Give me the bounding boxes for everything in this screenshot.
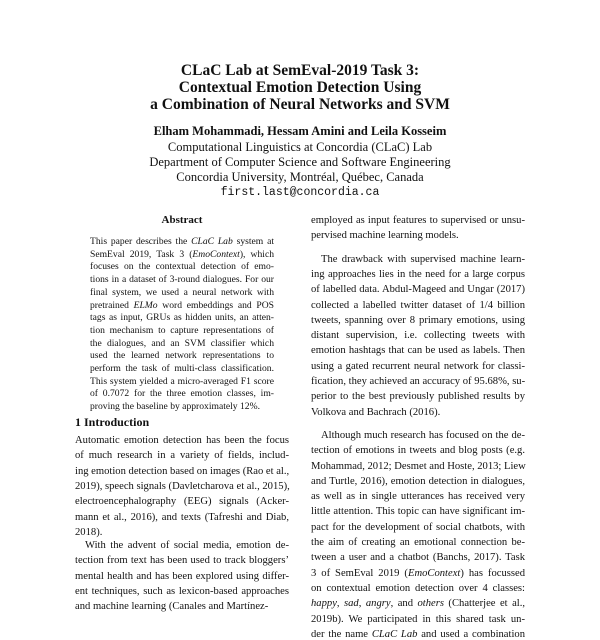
text-run: of much research in a variety of fields, includ- [75, 450, 289, 462]
text-run: tection of emotions in tweets and blog posts (e.g. [311, 445, 525, 457]
italic-text: others [417, 598, 444, 610]
left-body-line [75, 481, 289, 492]
text-run: Although much research has focused on the de- [321, 429, 525, 441]
text-run: pretrained [90, 299, 134, 311]
right-body-line [311, 552, 525, 563]
affiliation-line-2: Department of Computer Science and Software Engineering [149, 155, 451, 169]
text-run: This system yielded a micro-averaged F1 score [90, 375, 274, 387]
text-run: pervised machine learning models. [311, 230, 459, 242]
text-run: tween a user and a chatbot (Banchs, 2017). Task [311, 552, 525, 564]
italic-text: EmoContext [192, 248, 240, 260]
text-run: 3 of SemEval 2019 ( [311, 567, 408, 579]
text-run: der the name [311, 628, 372, 640]
right-body-line [311, 522, 525, 533]
text-run: system at [232, 236, 274, 247]
abstract-line [90, 338, 274, 349]
left-body-line [75, 540, 289, 551]
text-run: the dialogues, and an SVM classifier which [90, 337, 274, 349]
left-body-line [75, 466, 289, 477]
left-body-line [75, 435, 289, 446]
italic-text: CLaC Lab [191, 236, 233, 247]
text-run: electroencephalography (EEG) signals (Acker- [75, 496, 289, 508]
right-body-line [311, 284, 525, 295]
text-run: using a gated recurrent neural network for classi- [311, 360, 525, 372]
left-body-line [75, 571, 289, 582]
left-body-line [75, 496, 289, 507]
text-run: word embeddings and POS [157, 299, 274, 311]
abstract-line [90, 325, 274, 336]
right-body-line [311, 568, 525, 579]
text-run: ing emotion detection based on images (Rao et al., [75, 465, 290, 477]
right-body-line [311, 230, 525, 241]
right-body-line [311, 445, 525, 456]
text-run: distant supervision, i.e. collecting tweets with [311, 330, 525, 342]
affiliation-line-3: Concordia University, Montréal, Québec, Canada [176, 170, 424, 184]
right-body-line [311, 215, 525, 226]
text-run: perior to the best previously published results by [311, 391, 525, 403]
text-run: ), which [239, 248, 274, 260]
text-run: proving the baseline by approximately 12%. [90, 401, 260, 413]
text-run: tweets, spanning over 8 primary emotions, using [311, 314, 525, 326]
text-run: tags as input, GRUs as hidden units, an atten- [90, 312, 274, 324]
right-body-line [311, 269, 525, 280]
text-run: of labelled data. Abdul-Mageed and Ungar (2017) [311, 284, 525, 296]
text-run: collected a labelled twitter dataset of 1/4 billion [311, 299, 525, 311]
abstract-line [90, 363, 274, 374]
text-run: , [358, 598, 366, 610]
text-run: 2019b). We participated in this shared task un- [311, 613, 525, 625]
right-body-line [311, 491, 525, 502]
right-body-line [311, 254, 525, 265]
abstract-line [90, 261, 274, 272]
text-run: the aim of creating an emotional connection be- [311, 537, 525, 548]
text-run: mann et al., 2016), and texts (Tafreshi and Diab, [75, 511, 289, 523]
left-body-line [75, 512, 289, 523]
text-run: tection from text has been used to track bloggers’ [75, 555, 289, 567]
abstract-line [90, 287, 274, 298]
right-body-line [311, 583, 525, 594]
right-body-line [311, 330, 525, 341]
text-run: ent techniques, such as lexicon-based approaches [75, 585, 289, 597]
right-body-line [311, 430, 525, 441]
abstract-line [90, 388, 274, 399]
right-body-line [311, 376, 525, 387]
text-run: With the advent of social media, emotion de- [85, 540, 289, 551]
left-body-line [75, 450, 289, 461]
text-run: 2018). [75, 526, 103, 538]
text-run: of 0.7072 for the three emotion classes, im- [90, 388, 274, 400]
paper-title-line-3: a Combination of Neural Networks and SVM [150, 96, 450, 113]
abstract-line [90, 274, 274, 285]
text-run: mental health and has been explored using differ- [75, 570, 289, 582]
abstract-line [90, 236, 274, 247]
text-run: and machine learning (Canales and Martínez- [75, 601, 269, 613]
text-run: employed as input features to supervised or unsu- [311, 215, 525, 226]
right-body-line [311, 506, 525, 517]
right-body-line [311, 391, 525, 402]
text-run: , and [390, 598, 418, 610]
right-body-line [311, 361, 525, 372]
italic-text: sad [344, 598, 359, 610]
text-run: tions in a dataset of 3-round dialogues. For our [90, 274, 274, 286]
text-run: tion mechanism to capture representations of [90, 324, 274, 336]
italic-text: EmoContext [407, 567, 461, 579]
abstract-heading: Abstract [161, 214, 203, 226]
right-body-line [311, 315, 525, 326]
italic-text: angry [365, 598, 391, 610]
text-run: The drawback with supervised machine learn- [321, 253, 525, 265]
right-body-line [311, 614, 525, 625]
abstract-line [90, 312, 274, 323]
abstract-line [90, 249, 274, 260]
text-run: as well as in single utterances has received very [311, 491, 525, 503]
text-run: ing approaches lies in the need for a large corpus [311, 268, 525, 280]
right-body-line [311, 537, 525, 548]
text-run: and used a combination [417, 628, 525, 640]
right-body-line [311, 461, 525, 472]
text-run: focuses on the contextual detection of emo- [90, 261, 274, 273]
paper-title-line-1: CLaC Lab at SemEval-2019 Task 3: [180, 62, 420, 79]
right-body-line [311, 407, 525, 418]
right-body-line [311, 629, 525, 640]
text-run: perform the task of multi-class classification. [90, 363, 274, 374]
text-run: 2019), speech signals (Davletcharova et al., 2015), [75, 480, 290, 492]
italic-text: CLaC Lab [371, 628, 418, 640]
left-body-line [75, 527, 289, 538]
abstract-line [90, 401, 274, 412]
abstract-line [90, 376, 274, 387]
text-run: Mohammad, 2012; Desmet and Hoste, 2013; Liew [311, 460, 526, 472]
text-run: ) has focussed [460, 567, 525, 579]
text-run: SemEval 2019, Task 3 ( [90, 248, 193, 260]
text-run: emotion hashtags that can be used as labels. Then [311, 345, 525, 357]
paper-title-line-2: Contextual Emotion Detection Using [178, 79, 422, 96]
text-run: (Chatterjee et al., [443, 598, 526, 610]
right-body-line [311, 300, 525, 311]
text-run: on contextual emotion detection over 4 classes: [311, 582, 525, 594]
text-run: , [336, 598, 345, 610]
text-run: little attention. This topic can have significant im- [311, 506, 525, 518]
right-body-line [311, 476, 525, 487]
italic-text: ELMo [133, 299, 158, 311]
text-run: This paper describes the [90, 236, 192, 247]
italic-text: happy [311, 598, 337, 610]
text-run: final system, we used a neural network with [90, 286, 274, 298]
left-body-line [75, 601, 289, 612]
abstract-line [90, 300, 274, 311]
left-body-line [75, 586, 289, 597]
author-list: Elham Mohammadi, Hessam Amini and Leila Kosseim [153, 124, 447, 138]
text-run: pact for the development of social chatbots, with [311, 521, 525, 533]
affiliation-line-1: Computational Linguistics at Concordia (CLaC) Lab [167, 140, 433, 154]
right-body-line [311, 345, 525, 356]
left-body-line [75, 555, 289, 566]
text-run: fication, they achieved an accuracy of 95.68%, su- [311, 376, 526, 387]
section-heading-introduction: 1 Introduction [75, 415, 150, 429]
contact-email: first.last@concordia.ca [220, 186, 380, 199]
text-run: Automatic emotion detection has been the focus [75, 435, 289, 446]
text-run: used the learned network representations to [90, 350, 274, 362]
text-run: and Turtle, 2016), emotion detection in dialogues, [311, 475, 525, 487]
abstract-line [90, 350, 274, 361]
text-run: Volkova and Bachrach (2016). [311, 406, 441, 418]
